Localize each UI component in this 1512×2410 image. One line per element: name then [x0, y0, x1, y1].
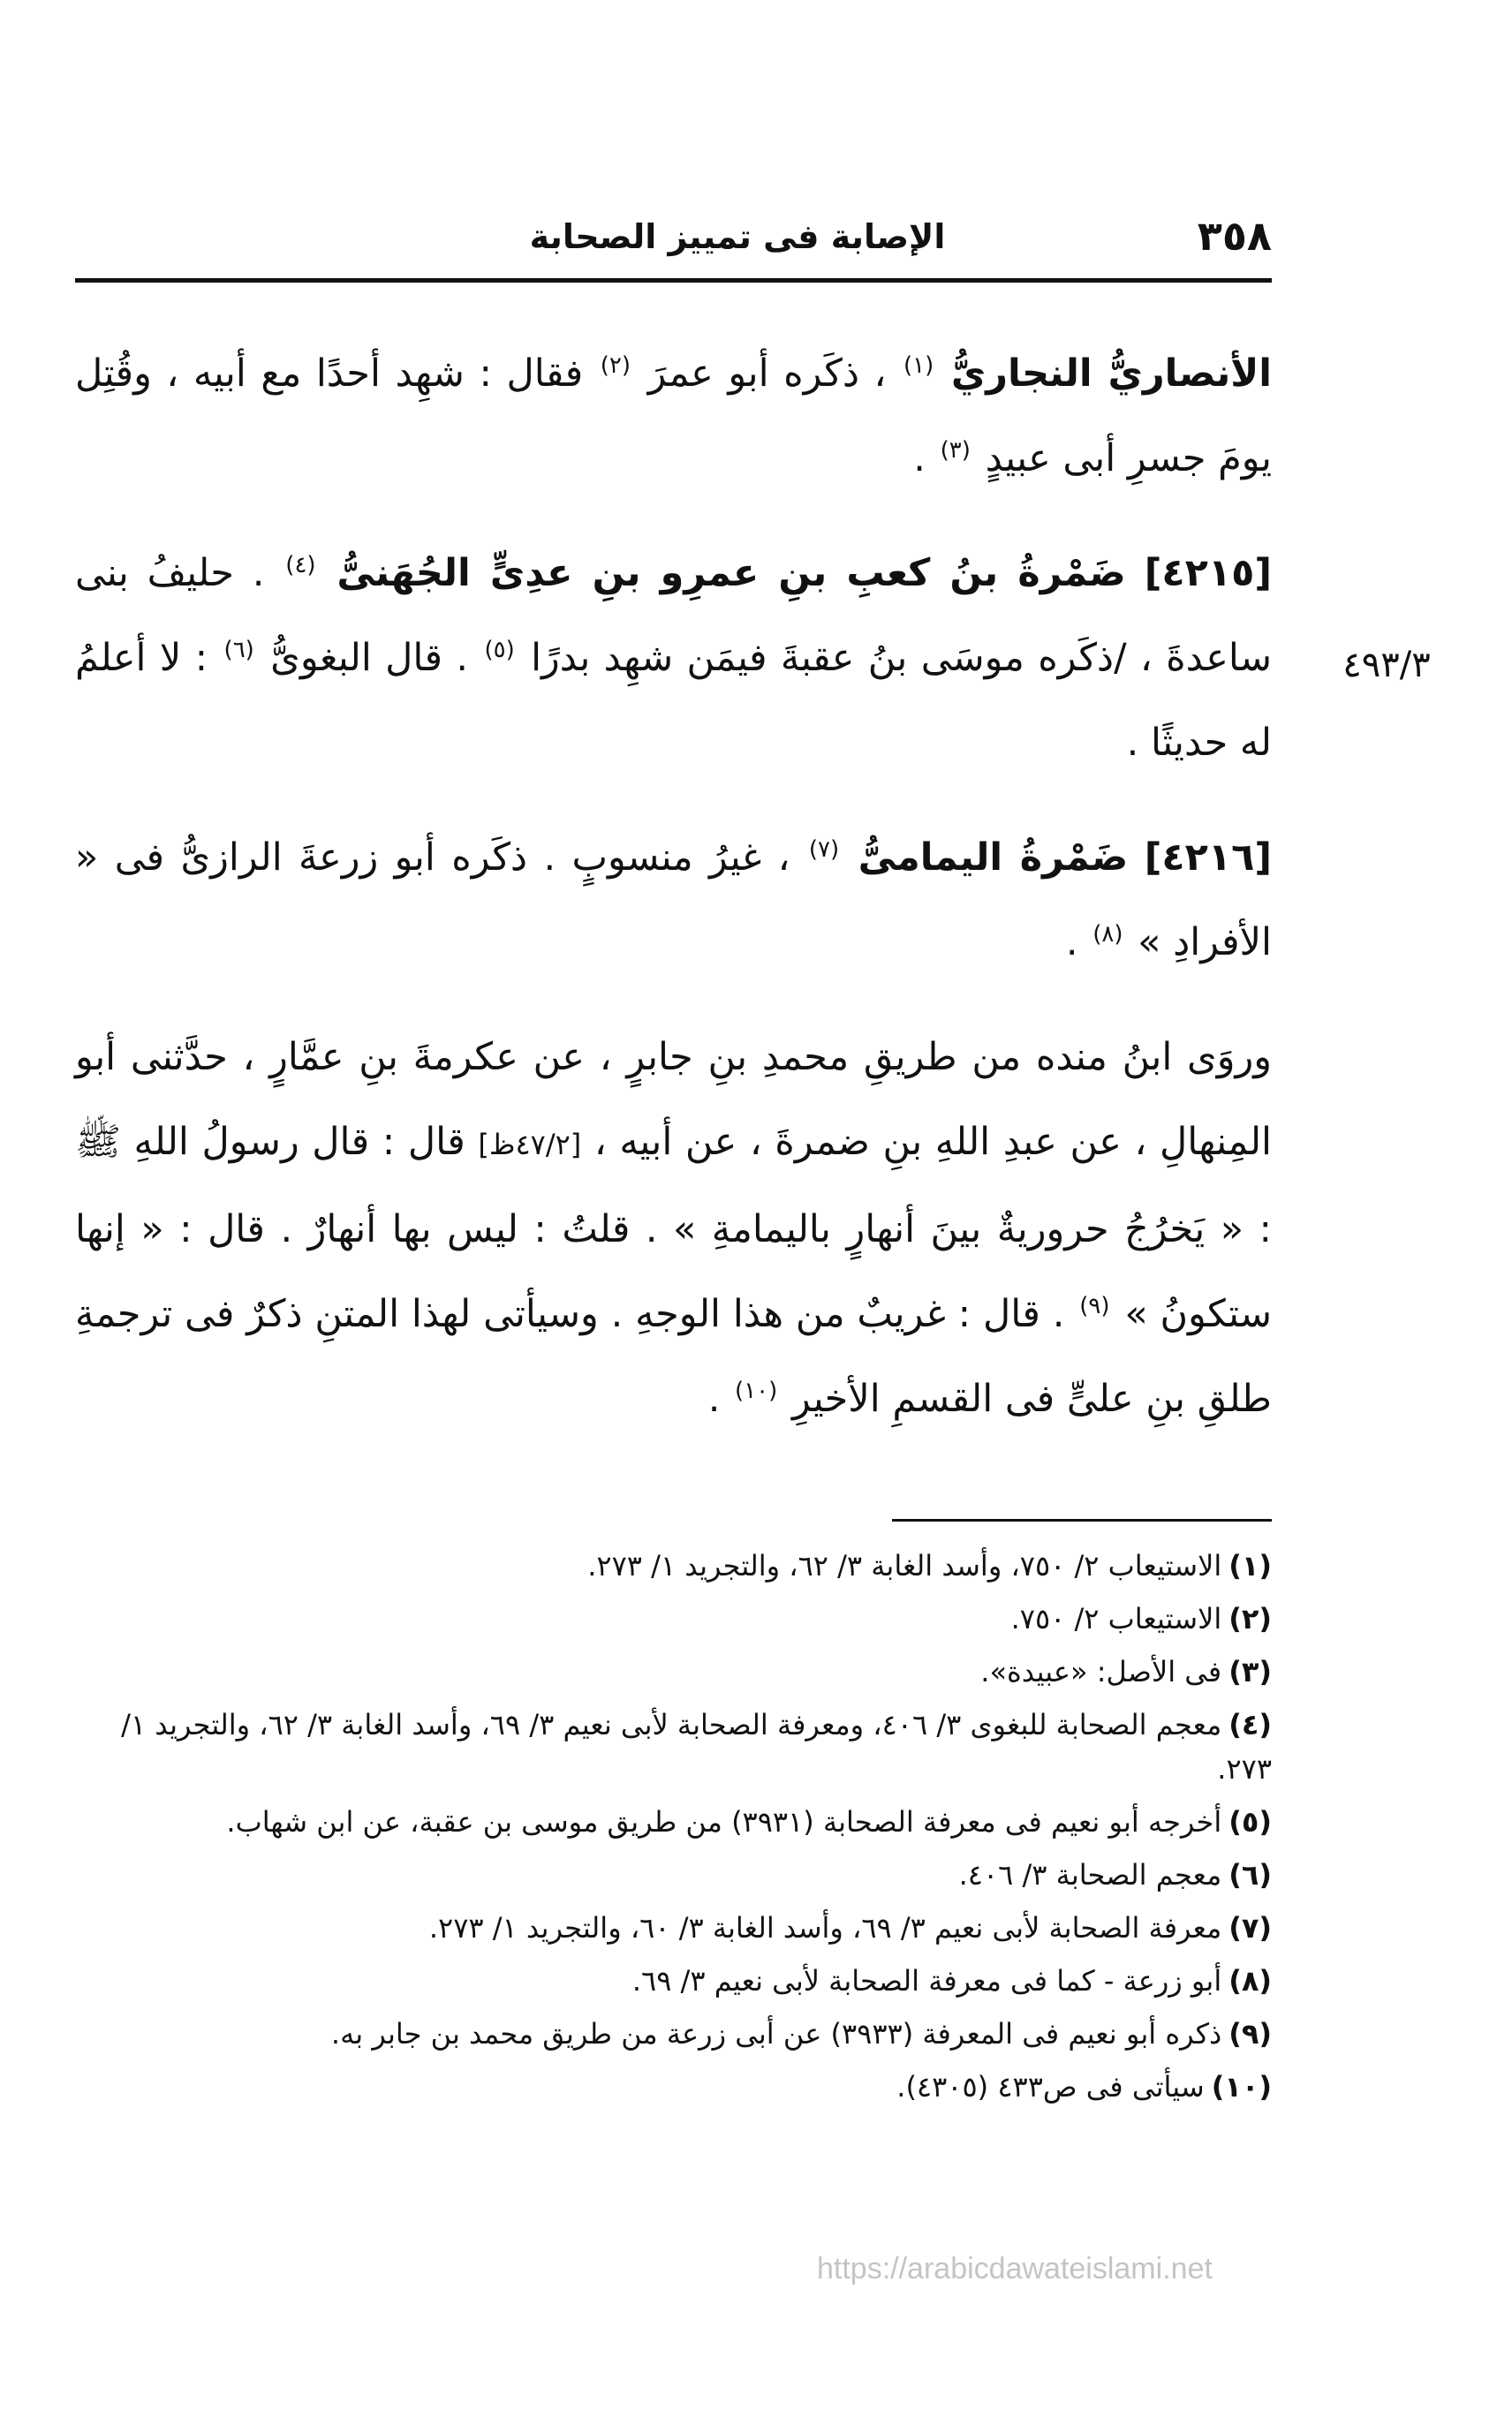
- footnote: [75, 1703, 1272, 1791]
- paragraph-continuation: [75, 331, 1272, 501]
- footnote: [75, 2065, 1272, 2109]
- footnote: [75, 1906, 1272, 1950]
- folio-reference: [٤٧/٢ظ]: [478, 1128, 582, 1161]
- header-rule: [75, 278, 1272, 283]
- footnote-number: (١): [1228, 1549, 1272, 1583]
- text-run: ، ذكَره أبو عمرَ: [647, 351, 887, 396]
- footnote: [75, 1597, 1272, 1641]
- footnote-text: ذكره أبو نعيم فى المعرفة (٣٩٣٣) عن أبى زرعة من طريق محمد بن جابر به.: [330, 2017, 1222, 2051]
- footnote-number: (٣): [1228, 1655, 1272, 1689]
- margin-volume-page-note: ٤٩٣/٣: [1342, 645, 1431, 685]
- footnote-text: معجم الصحابة ٣/ ٤٠٦.: [958, 1858, 1222, 1892]
- footnote-text: فى الأصل: «عبيدة».: [980, 1655, 1222, 1689]
- page-number: ٣٥٨: [1197, 212, 1272, 260]
- text-run: . قال : غريبٌ من هذا الوجهِ . وسيأتى لهذا المتنِ ذكرٌ فى ترجمةِ طلقِ بنِ علىٍّ فى القسمِ الأخيرِ: [75, 1292, 1272, 1421]
- text-run: فقال : شهِد أحدًا مع أبيه ، وقُتِل يومَ جسرِ أبى عبيدٍ: [75, 351, 1272, 480]
- text-run: : لا أعلمُ له حديثًا .: [75, 636, 1272, 765]
- footnote: [75, 1650, 1272, 1694]
- footnote-number: (٤): [1228, 1708, 1272, 1741]
- footnote-ref[interactable]: (٩): [1079, 1292, 1110, 1319]
- footnote-ref[interactable]: (٥): [484, 636, 515, 663]
- footnote: [75, 1853, 1272, 1897]
- running-head: [75, 194, 1272, 274]
- footnote-number: (٢): [1228, 1602, 1272, 1636]
- text-run: وروَى ابنُ منده من طريقِ محمدِ بنِ جابرٍ ، عن عكرمةَ بنِ عمَّارٍ ، حدَّثنى أبو المِنهالِ ، عن عبدِ اللهِ بنِ ضمرةَ ، عن أبيه ،: [75, 1035, 1273, 1164]
- footnote-text: الاستيعاب ٢/ ٧٥٠.: [1010, 1602, 1222, 1636]
- watermark-url: https://arabicdawateislami.net: [817, 2252, 1213, 2285]
- footnote-text: معرفة الصحابة لأبى نعيم ٣/ ٦٩، وأسد الغابة ٣/ ٦٠، والتجريد ١/ ٢٧٣.: [428, 1911, 1222, 1945]
- entry-4215: [75, 531, 1272, 785]
- text-run: . قال البغوىُّ: [270, 636, 469, 680]
- text-run: قال : قال رسولُ اللهِ ﷺ : « يَخرُجُ حروريةٌ بينَ أنهارٍ باليمامةِ » . قلتُ : ليس بها أنهارٌ . قال : « إنها ستكونُ »: [75, 1120, 1272, 1336]
- footnote-number: (٧): [1228, 1911, 1272, 1945]
- text-run: .: [1065, 920, 1078, 964]
- footnote-ref[interactable]: (٦): [223, 636, 254, 663]
- entry-name: ضَمْرةُ بنُ كعبِ بنِ عمرِو بنِ عدِىٍّ الجُهَنىُّ: [336, 551, 1126, 595]
- footnote-number: (٩): [1228, 2017, 1272, 2051]
- text-run: . حليفُ بنى ساعدةَ ، /ذكَره موسَى بنُ عقبةَ فيمَن شهِد بدرًا: [75, 551, 1273, 680]
- text-run: .: [913, 436, 926, 480]
- entry-4216: [75, 815, 1272, 985]
- footnote-ref[interactable]: (٧): [808, 835, 840, 863]
- footnote-text: معجم الصحابة للبغوى ٣/ ٤٠٦، ومعرفة الصحابة لأبى نعيم ٣/ ٦٩، وأسد الغابة ٣/ ٦٢، والتجريد ١/ ٢٧٣.: [121, 1708, 1272, 1786]
- footnote-ref[interactable]: (٨): [1092, 920, 1123, 948]
- footnote-ref[interactable]: (١٠): [735, 1377, 778, 1404]
- footnote-rule: [892, 1519, 1272, 1522]
- footnote-text: الاستيعاب ٢/ ٧٥٠، وأسد الغابة ٣/ ٦٢، والتجريد ١/ ٢٧٣.: [587, 1549, 1222, 1583]
- footnote-number: (١٠): [1211, 2070, 1272, 2104]
- footnote: [75, 1959, 1272, 2003]
- footnote-ref[interactable]: (٣): [940, 436, 971, 464]
- footnote-number: (٦): [1228, 1858, 1272, 1892]
- footnote-text: أخرجه أبو نعيم فى معرفة الصحابة (٣٩٣١) من طريق موسى بن عقبة، عن ابن شهاب.: [226, 1805, 1222, 1839]
- footnote-number: (٥): [1228, 1805, 1272, 1839]
- footnotes: [75, 1544, 1272, 2118]
- text-run: ، غيرُ منسوبٍ . ذكَره أبو زرعةَ الرازىُّ فى « الأفرادِ »: [75, 835, 1272, 964]
- footnote-number: (٨): [1228, 1964, 1272, 1998]
- main-text: [75, 331, 1272, 1441]
- footnote: [75, 1800, 1272, 1844]
- paragraph-narration: [75, 1015, 1272, 1441]
- footnote: [75, 1544, 1272, 1588]
- footnote-text: سيأتى فى ص٤٣٣ (٤٣٠٥).: [896, 2070, 1205, 2104]
- footnote: [75, 2012, 1272, 2056]
- footnote-ref[interactable]: (٢): [600, 351, 631, 379]
- entry-number: [٤٢١٦]: [1144, 835, 1273, 880]
- footnote-text: أبو زرعة - كما فى معرفة الصحابة لأبى نعيم ٣/ ٦٩.: [631, 1964, 1222, 1998]
- text-run: .: [707, 1377, 721, 1421]
- entry-name: ضَمْرةُ اليمامىُّ: [858, 835, 1129, 880]
- entry-number: [٤٢١٥]: [1144, 551, 1272, 595]
- running-title: الإصابة فى تمييز الصحابة: [529, 217, 946, 256]
- footnote-ref[interactable]: (١): [903, 351, 934, 379]
- text-run: الأنصاريُّ النجاريُّ: [950, 351, 1273, 396]
- footnote-ref[interactable]: (٤): [285, 551, 316, 578]
